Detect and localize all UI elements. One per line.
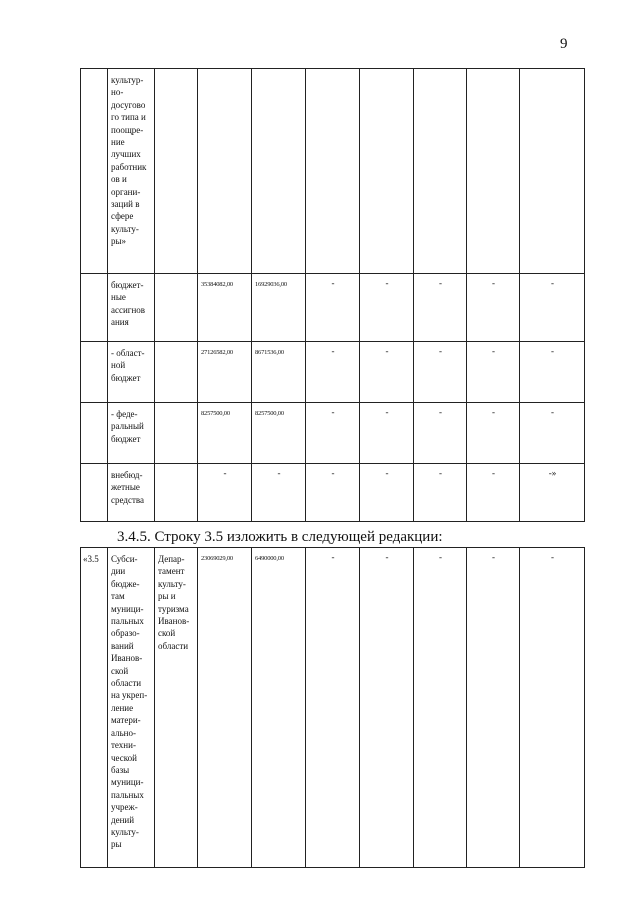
executor-cell [155,69,198,274]
value-cell [520,69,585,274]
event-name-cell: культур- но- досугово го типа и поощре- ние лучших работник ов и органи- заций в сфере культу- ры» [108,69,155,274]
table-row [81,464,585,522]
row-index-cell: «3.5 [81,548,108,868]
value-cell [198,69,252,274]
executor-cell: Депар- тамент культу- ры и туризма Иванов- ской области [155,548,198,868]
table-row [81,342,585,403]
page-number: 9 [560,36,568,52]
source-name-cell: - феде- ральный бюджет [108,403,155,464]
amount-total-cell: 35384082,00 [198,274,252,342]
dash-cell: - [467,342,520,403]
event-name-cell: Субси- дии бюдже- там муници- пальных образо- ваний Иванов- ской области на укреп- ление матери- ально- техни- ческой базы муници- пальных учреж- дений культу- ры [108,548,155,868]
dash-cell: - [414,403,467,464]
dash-cell: - [414,342,467,403]
value-cell [414,69,467,274]
dash-cell: - [467,274,520,342]
dash-cell: - [306,548,360,868]
dash-cell: - [414,548,467,868]
budget-table-row-3-5 [80,547,585,868]
value-cell [306,69,360,274]
dash-cell: - [306,464,360,522]
dash-cell: - [467,548,520,868]
dash-cell: - [306,342,360,403]
amount-year-cell: 6490000,00 [252,548,306,868]
dash-cell: - [467,403,520,464]
dash-cell: - [360,548,414,868]
index-cell [81,69,108,274]
amount-total-cell: 8257500,00 [198,403,252,464]
amount-year-cell: 16929036,00 [252,274,306,342]
dash-cell: - [520,342,585,403]
value-cell [360,69,414,274]
section-heading: 3.4.5. Строку 3.5 изложить в следующей редакции: [117,529,443,545]
dash-cell: - [198,464,252,522]
dash-cell: - [360,403,414,464]
dash-cell: - [360,274,414,342]
source-name-cell: внебюд- жетные средства [108,464,155,522]
dash-cell: - [520,403,585,464]
amount-year-cell: 8671536,00 [252,342,306,403]
dash-cell: - [360,464,414,522]
source-name-cell: - област- ной бюджет [108,342,155,403]
budget-table-continuation [80,68,585,522]
table-row [81,548,585,868]
table-row [81,69,585,274]
dash-cell: - [414,274,467,342]
dash-cell: - [252,464,306,522]
dash-cell: - [414,464,467,522]
dash-cell: - [520,548,585,868]
amount-total-cell: 27126582,00 [198,342,252,403]
dash-cell: - [360,342,414,403]
value-cell [467,69,520,274]
amount-year-cell: 8257500,00 [252,403,306,464]
table-row [81,274,585,342]
source-name-cell: бюджет- ные ассигнов ания [108,274,155,342]
value-cell [252,69,306,274]
table-row [81,403,585,464]
dash-cell: - [306,403,360,464]
dash-cell: - [467,464,520,522]
dash-cell: -» [520,464,585,522]
amount-total-cell: 23069029,00 [198,548,252,868]
dash-cell: - [520,274,585,342]
dash-cell: - [306,274,360,342]
